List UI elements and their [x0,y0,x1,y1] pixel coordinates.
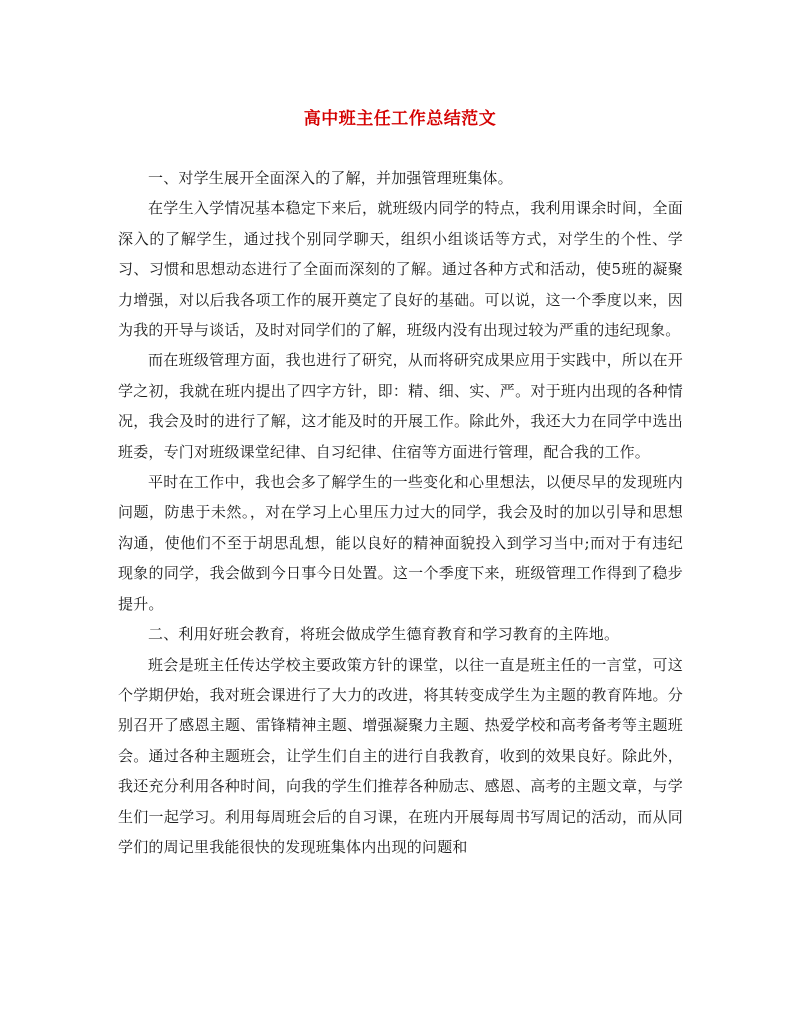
paragraph-2: 而在班级管理方面，我也进行了研究，从而将研究成果应用于实践中，所以在开学之初，我就在班内提出了四字方针，即：精、细、实、严。对于班内出现的各种情况，我会及时的进行了解，这才能及时的开展工作。除此外，我还大力在同学中选出班委，专门对班级课堂纪律、自习纪律、住宿等方面进行管理，配合我的工作。 [118,351,683,461]
paragraph-4: 班会是班主任传达学校主要政策方针的课堂，以往一直是班主任的一言堂，可这个学期伊始，我对班会课进行了大力的改进，将其转变成学生为主题的教育阵地。分别召开了感恩主题、雷锋精神主题、增强凝聚力主题、热爱学校和高考备考等主题班会。通过各种主题班会，让学生们自主的进行自我教育，收到的效果良好。除此外，我还充分利用各种时间，向我的学生们推荐各种励志、感恩、高考的主题文章，与学生们一起学习。利用每周班会后的自习课，在班内开展每周书写周记的活动，而从同学们的周记里我能很快的发现班集体内出现的问题和 [118,655,683,856]
section-heading-1: 一、对学生展开全面深入的了解，并加强管理班集体。 [148,169,513,187]
page-title: 高中班主任工作总结范文 [303,109,497,129]
section-heading-2: 二、利用好班会教育，将班会做成学生德育教育和学习教育的主阵地。 [148,625,620,644]
document-body [118,163,683,862]
paragraph-1: 在学生入学情况基本稳定下来后，就班级内同学的特点，我利用课余时间，全面深入的了解学生，通过找个别同学聊天，组织小组谈话等方式，对学生的个性、学习、习惯和思想动态进行了全面而深刻的了解。通过各种方式和活动，使5班的凝聚力增强，对以后我各项工作的展开奠定了良好的基础。可以说，这一个季度以来，因为我的开导与谈话，及时对同学们的了解，班级内没有出现过较为严重的违纪现象。 [118,199,683,340]
paragraph-3: 平时在工作中，我也会多了解学生的一些变化和心里想法，以便尽早的发现班内问题，防患于未然。，对在学习上心里压力过大的同学，我会及时的加以引导和思想沟通，使他们不至于胡思乱想，能以良好的精神面貌投入到学习当中;而对于有违纪现象的同学，我会做到今日事今日处置。这一个季度下来，班级管理工作得到了稳步提升。 [118,473,683,613]
